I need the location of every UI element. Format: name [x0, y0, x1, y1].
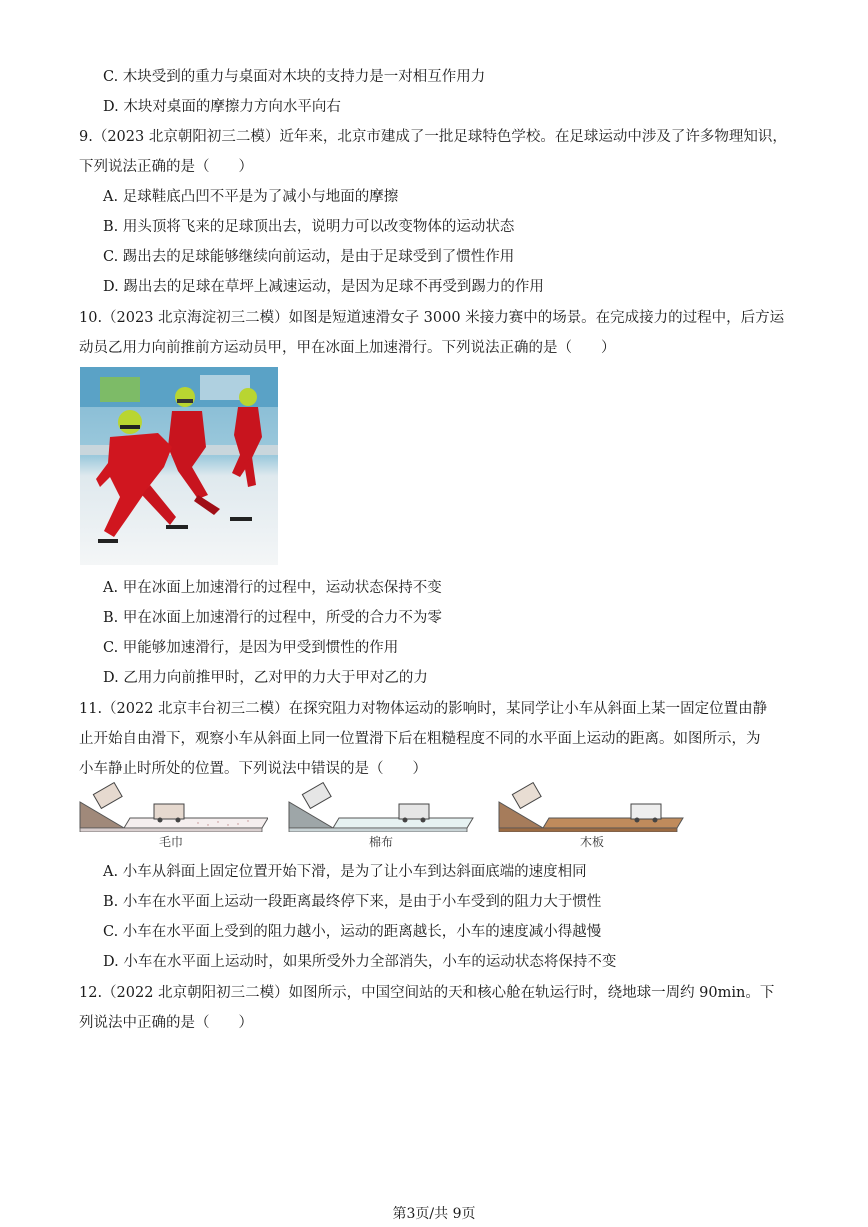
incline-towel-diagram [78, 782, 268, 832]
q10-option-a: A. 甲在冰面上加速滑行的过程中，运动状态保持不变 [103, 580, 442, 596]
q11-option-a: A. 小车从斜面上固定位置开始下滑，是为了让小车到达斜面底端的速度相同 [103, 864, 587, 880]
q10-option-c: C. 甲能够加速滑行，是因为甲受到惯性的作用 [103, 640, 399, 656]
q12-stem: 12.（2022 北京朝阳初三二模）如图所示，中国空间站的天和核心舱在轨运行时，绕地球一周约 90min。下 [79, 985, 775, 1001]
q9-option-c: C. 踢出去的足球能够继续向前运动，是由于足球受到了惯性作用 [103, 249, 515, 265]
q11-stem-cont-2: 小车静止时所处的位置。下列说法中错误的是（ ） [79, 761, 427, 777]
q12-stem-cont: 列说法中正确的是（ ） [79, 1015, 253, 1031]
q8-option-c: C. 木块受到的重力与桌面对木块的支持力是一对相互作用力 [103, 69, 486, 85]
label-cotton: 棉布 [369, 835, 394, 849]
q9-stem: 9.（2023 北京朝阳初三二模）近年来，北京市建成了一批足球特色学校。在足球运动中涉及了许多物理知识， [79, 129, 787, 145]
q11-option-c: C. 小车在水平面上受到的阻力越小，运动的距离越长，小车的速度减小得越慢 [103, 924, 602, 940]
q10-stem: 10.（2023 北京海淀初三二模）如图是短道速滑女子 3000 米接力赛中的场景。在完成接力的过程中，后方运 [79, 310, 785, 326]
q9-option-b: B. 用头顶将飞来的足球顶出去，说明力可以改变物体的运动状态 [103, 219, 515, 235]
q9-option-a: A. 足球鞋底凸凹不平是为了减小与地面的摩擦 [103, 189, 399, 205]
q9-stem-cont: 下列说法正确的是（ ） [79, 159, 253, 175]
label-wood: 木板 [580, 835, 605, 849]
q10-option-b: B. 甲在冰面上加速滑行的过程中，所受的合力不为零 [103, 610, 442, 626]
q10-stem-cont: 动员乙用力向前推前方运动员甲，甲在冰面上加速滑行。下列说法正确的是（ ） [79, 340, 616, 356]
page-number: 第3页/共 9页 [392, 1206, 476, 1222]
q11-option-d: D. 小车在水平面上运动时，如果所受外力全部消失，小车的运动状态将保持不变 [103, 954, 617, 970]
q8-option-d: D. 木块对桌面的摩擦力方向水平向右 [103, 99, 341, 115]
label-towel: 毛巾 [159, 835, 184, 849]
speed-skating-photo [80, 367, 278, 565]
q10-option-d: D. 乙用力向前推甲时，乙对甲的力大于甲对乙的力 [103, 670, 428, 686]
incline-wood-diagram [497, 782, 687, 832]
q9-option-d: D. 踢出去的足球在草坪上减速运动，是因为足球不再受到踢力的作用 [103, 279, 544, 295]
incline-cotton-diagram [287, 782, 477, 832]
q11-option-b: B. 小车在水平面上运动一段距离最终停下来，是由于小车受到的阻力大于惯性 [103, 894, 602, 910]
q11-stem-cont-1: 止开始自由滑下，观察小车从斜面上同一位置滑下后在粗糙程度不同的水平面上运动的距离。如图所示，为 [79, 731, 761, 747]
q11-stem: 11.（2022 北京丰台初三二模）在探究阻力对物体运动的影响时，某同学让小车从斜面上某一固定位置由静 [79, 701, 768, 717]
